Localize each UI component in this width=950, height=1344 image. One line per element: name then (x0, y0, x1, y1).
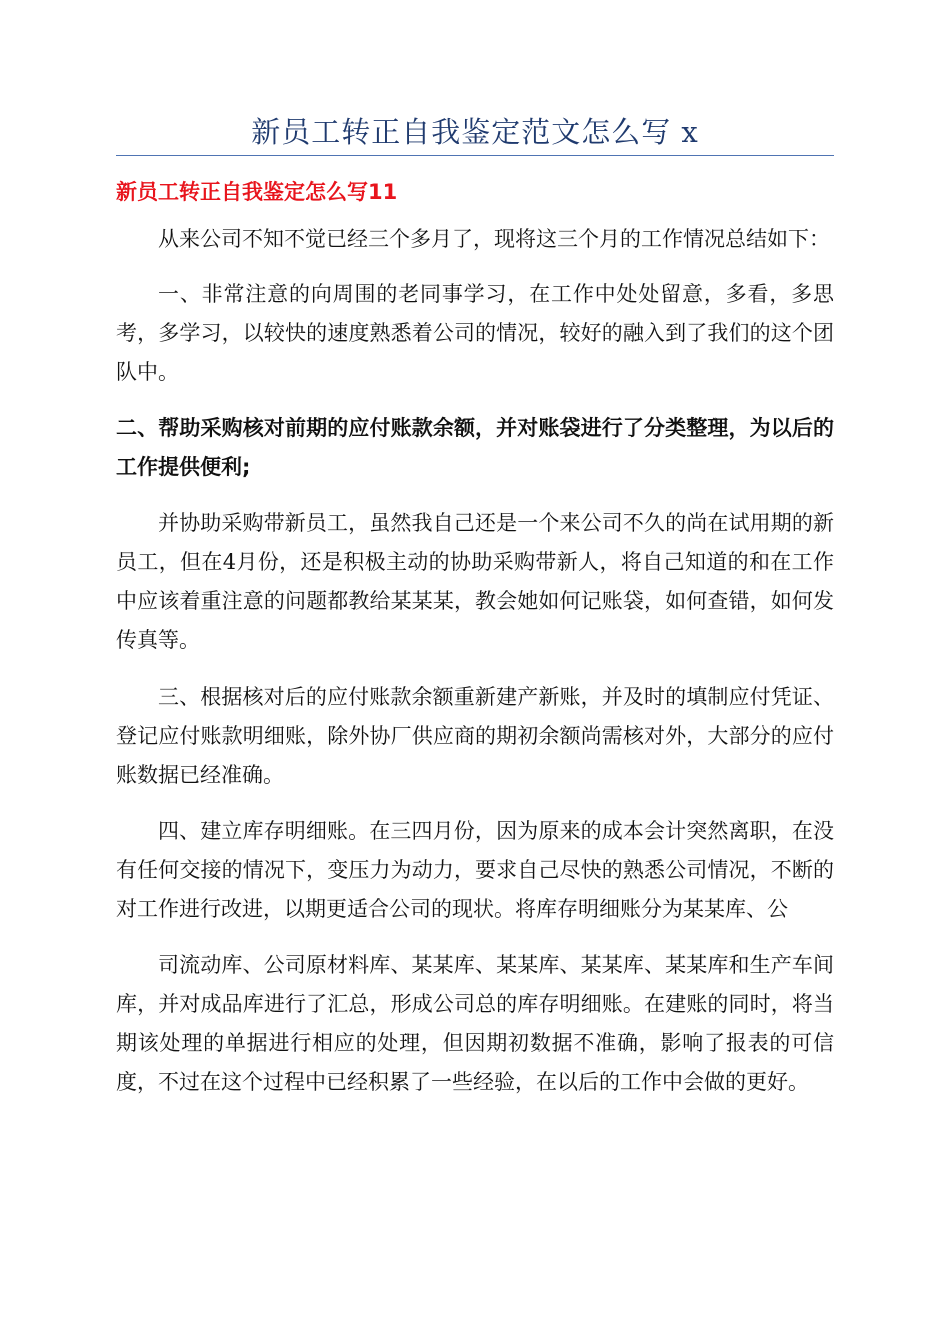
document-title: 新员工转正自我鉴定范文怎么写 x (251, 115, 699, 149)
paragraph-item-2-heading: 二、帮助采购核对前期的应付账款余额，并对账袋进行了分类整理，为以后的工作提供便利; (116, 416, 834, 479)
title-divider (116, 155, 834, 156)
paragraph-item-4: 四、建立库存明细账。在三四月份，因为原来的成本会计突然离职，在没有任何交接的情况下，变压力为动力，要求自己尽快的熟悉公司情况，不断的对工作进行改进，以期更适合公司的现状。将库存明细账分为某某库、公 (116, 819, 834, 921)
section-heading: 新员工转正自我鉴定怎么写11 (116, 180, 398, 204)
document-body (116, 172, 834, 1102)
paragraph-intro: 从来公司不知不觉已经三个多月了，现将这三个月的工作情况总结如下： (158, 227, 830, 251)
paragraph-item-3: 三、根据核对后的应付账款余额重新建产新账，并及时的填制应付凭证、登记应付账款明细账，除外协厂供应商的期初余额尚需核对外，大部分的应付账数据已经准确。 (116, 685, 834, 787)
paragraph-item-4-continued: 司流动库、公司原材料库、某某库、某某库、某某库、某某库和生产车间库，并对成品库进行了汇总，形成公司总的库存明细账。在建账的同时，将当期该处理的单据进行相应的处理，但因期初数据不准确，影响了报表的可信度，不过在这个过程中已经积累了一些经验，在以后的工作中会做的更好。 (116, 953, 834, 1094)
paragraph-item-1: 一、非常注意的向周围的老同事学习，在工作中处处留意，多看，多思考，多学习，以较快的速度熟悉着公司的情况，较好的融入到了我们的这个团队中。 (116, 282, 834, 384)
paragraph-item-2-detail: 并协助采购带新员工，虽然我自己还是一个来公司不久的尚在试用期的新员工，但在4月份，还是积极主动的协助采购带新人，将自己知道的和在工作中应该着重注意的问题都教给某某某，教会她如何记账袋，如何查错，如何发传真等。 (116, 511, 834, 652)
